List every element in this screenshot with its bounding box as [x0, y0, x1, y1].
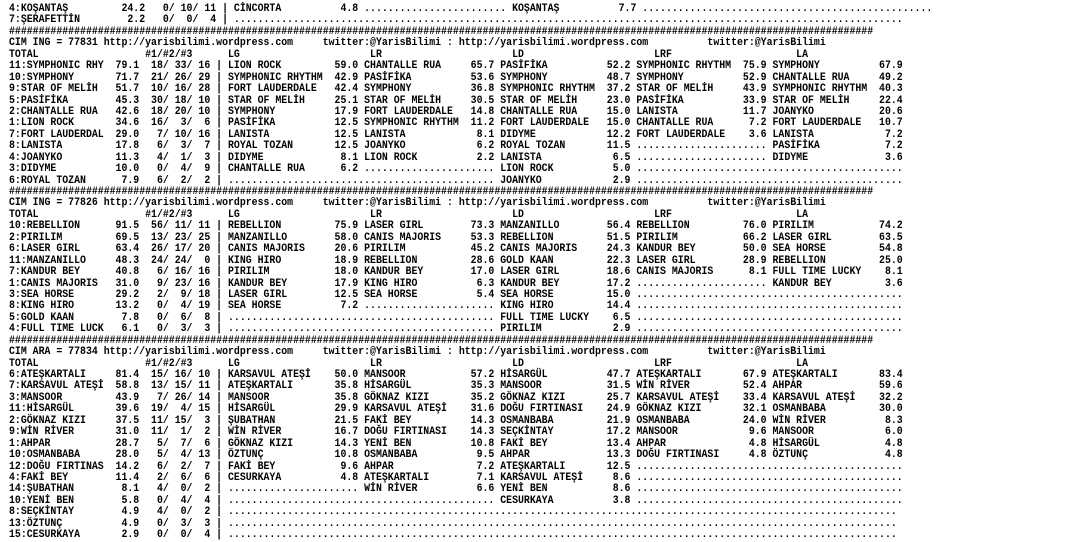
text-line: 3:SEA HORSE 29.2 2/ 9/ 18 | LASER GIRL 12.5 SEA HORSE 5.4 SEA HORSE 15.0 .............................................	[9, 288, 903, 301]
text-line: ##################################################################################################################################################	[9, 334, 874, 347]
text-line: CIM ING = 77826 http://yarisbilimi.wordpress.com twitter:@YarisBilimi : http://yarisbilimi.wordpress.com twitter:@YarisBilimi	[9, 197, 826, 210]
text-line: 5:PASİFİKA 45.3 30/ 18/ 10 | STAR OF MELİH 25.1 STAR OF MELİH 30.5 STAR OF MELİH 23.0 PASİFİKA 33.9 STAR OF MELİH 22.4	[9, 94, 903, 107]
text-line: TOTAL #1/#2/#3 LG LR LD LRF LA	[9, 208, 809, 221]
text-line: TOTAL #1/#2/#3 LG LR LD LRF LA	[9, 357, 809, 370]
text-line: 10:YENİ BEN 5.8 0/ 4/ 4 | ............................................. CESURKAYA 3.8 .............................................	[9, 494, 903, 507]
text-line: 4:FAKİ BEY 11.4 2/ 6/ 6 | CESURKAYA 4.8 ATEŞKARTALI 7.1 KARSAVUL ATEŞİ 8.6 .............................................	[9, 471, 903, 484]
text-line: 15:CESURKAYA 2.9 0/ 0/ 4 | .................................................................................................................	[9, 529, 897, 542]
race-prediction-text	[9, 4, 932, 542]
text-line: 3:MANSOOR 43.9 7/ 26/ 14 | MANSOOR 35.8 GÖKNAZ KIZI 35.2 GÖKNAZ KIZI 25.7 KARSAVUL ATEŞİ 33.4 KARSAVUL ATEŞİ 32.2	[9, 391, 903, 404]
text-line: CIM ARA = 77834 http://yarisbilimi.wordpress.com twitter:@YarisBilimi : http://yarisbilimi.wordpress.com twitter:@YarisBilimi	[9, 346, 826, 359]
text-line: 8:KING HIRO 13.2 0/ 4/ 19 | SEA HORSE 7.2 ...................... KING HIRO 14.4 .............................................	[9, 300, 903, 313]
text-line: 3:DIDYME 10.0 0/ 4/ 9 | CHANTALLE RUA 6.2 ...................... LION ROCK 5.0 .............................................	[9, 163, 903, 176]
text-line: 7:ŞERAFETTİN 2.2 0/ 0/ 4 | .................................................................................................................	[9, 14, 903, 27]
text-line: 8:LANISTA 17.8 6/ 3/ 7 | ROYAL TOZAN 12.5 JOANYKO 6.2 ROYAL TOZAN 11.5 ...................... PASİFİKA 7.2	[9, 140, 903, 153]
text-line: 8:SEÇKİNTAY 4.9 4/ 0/ 2 | .................................................................................................................	[9, 506, 897, 519]
text-line: 11:SYMPHONIC RHY 79.1 18/ 33/ 16 | LION ROCK 59.0 CHANTALLE RUA 65.7 PASİFİKA 52.2 SYMPHONIC RHYTHM 75.9 SYMPHONY 67.9	[9, 60, 903, 73]
text-line: 4:JOANYKO 11.3 4/ 1/ 3 | DIDYME 8.1 LION ROCK 2.2 LANISTA 6.5 ...................... DIDYME 3.6	[9, 151, 903, 164]
text-line: 11:MANZANILLO 48.3 24/ 24/ 0 | KING HIRO 18.9 REBELLION 28.6 GOLD KAAN 22.3 LASER GIRL 28.9 REBELLION 25.0	[9, 254, 903, 267]
text-line: 6:ROYAL TOZAN 7.9 6/ 2/ 2 | ............................................. JOANYKO 2.9 .............................................	[9, 174, 903, 187]
text-line: 7:FORT LAUDERDAL 29.0 7/ 10/ 16 | LANISTA 12.5 LANISTA 8.1 DIDYME 12.2 FORT LAUDERDALE 3.6 LANISTA 7.2	[9, 128, 903, 141]
text-line: 4:KOŞANTAŞ 24.2 0/ 10/ 11 | CİNCORTA 4.8 ........................ KOŞANTAŞ 7.7 .................................................	[9, 3, 933, 15]
text-line: 14:ŞUBATHAN 8.1 4/ 0/ 2 | ...................... WİN RİVER 6.6 YENİ BEN 8.6 .............................................	[9, 483, 903, 496]
text-line: 1:CANIS MAJORIS 31.0 9/ 23/ 16 | KANDUR BEY 17.9 KING HIRO 6.3 KANDUR BEY 17.2 ...................... KANDUR BEY 3.6	[9, 277, 903, 290]
text-line: ##################################################################################################################################################	[9, 25, 874, 38]
text-line: 6:LASER GIRL 63.4 26/ 17/ 20 | CANIS MAJORIS 20.6 PIRILIM 45.2 CANIS MAJORIS 24.3 KANDUR BEY 50.0 SEA HORSE 54.8	[9, 243, 903, 256]
text-line: 2:CHANTALLE RUA 42.6 18/ 20/ 10 | SYMPHONY 17.9 FORT LAUDERDALE 14.8 CHANTALLE RUA 15.0 LANISTA 11.7 JOANYKO 20.6	[9, 105, 903, 118]
text-line: 9:STAR OF MELİH 51.7 10/ 16/ 28 | FORT LAUDERDALE 42.4 SYMPHONY 36.8 SYMPHONIC RHYTHM 37.2 STAR OF MELİH 43.9 SYMPHONIC RHYTHM 40.3	[9, 83, 903, 96]
text-line: 5:GOLD KAAN 7.8 0/ 6/ 8 | ............................................. FULL TIME LUCKY 6.5 .............................................	[9, 311, 903, 324]
text-line: TOTAL #1/#2/#3 LG LR LD LRF LA	[9, 48, 809, 61]
text-line: 2:GÖKNAZ KIZI 37.5 11/ 15/ 3 | ŞUBATHAN 21.5 FAKİ BEY 14.3 OSMANBABA 21.9 OSMANBABA 24.0 WİN RİVER 8.3	[9, 414, 903, 427]
text-line: 12:DOĞU FIRTINAS 14.2 6/ 2/ 7 | FAKİ BEY 9.6 AHPAR 7.2 ATEŞKARTALI 12.5 .............................................	[9, 460, 903, 473]
text-line: 7:KANDUR BEY 40.8 6/ 16/ 16 | PIRILIM 18.0 KANDUR BEY 17.0 LASER GIRL 18.6 CANIS MAJORIS 8.1 FULL TIME LUCKY 8.1	[9, 266, 903, 279]
text-line: CIM ING = 77831 http://yarisbilimi.wordpress.com twitter:@YarisBilimi : http://yarisbilimi.wordpress.com twitter:@YarisBilimi	[9, 37, 826, 50]
text-line: 4:FULL TIME LUCK 6.1 0/ 3/ 3 | ............................................. PIRILIM 2.9 .............................................	[9, 323, 903, 336]
text-line: 10:OSMANBABA 28.0 5/ 4/ 13 | ÖZTUNÇ 10.8 OSMANBABA 9.5 AHPAR 13.3 DOĞU FIRTINASI 4.8 ÖZTUNÇ 4.8	[9, 449, 903, 462]
text-line: 10:SYMPHONY 71.7 21/ 26/ 29 | SYMPHONIC RHYTHM 42.9 PASİFİKA 53.6 SYMPHONY 48.7 SYMPHONY 52.9 CHANTALLE RUA 49.2	[9, 71, 903, 84]
text-line: 11:HİSARGÜL 39.6 19/ 4/ 15 | HİSARGÜL 29.9 KARSAVUL ATEŞİ 31.6 DOĞU FIRTINASI 24.9 GÖKNAZ KIZI 32.1 OSMANBABA 30.0	[9, 403, 903, 416]
text-line: 1:AHPAR 28.7 5/ 7/ 6 | GÖKNAZ KIZI 14.3 YENİ BEN 10.8 FAKİ BEY 13.4 AHPAR 4.8 HİSARGÜL 4.8	[9, 437, 903, 450]
text-line: 9:WİN RİVER 31.0 11/ 1/ 2 | WİN RİVER 16.7 DOĞU FIRTINASI 14.3 SEÇKİNTAY 17.2 MANSOOR 9.6 MANSOOR 6.0	[9, 426, 903, 439]
text-line: 7:KARSAVUL ATEŞİ 58.8 13/ 15/ 11 | ATEŞKARTALI 35.8 HİSARGÜL 35.3 MANSOOR 31.5 WİN RİVER 52.4 AHPAR 59.6	[9, 380, 903, 393]
text-line: 6:ATEŞKARTALI 81.4 15/ 16/ 10 | KARSAVUL ATEŞİ 50.0 MANSOOR 57.2 HİSARGÜL 47.7 ATEŞKARTALI 67.9 ATEŞKARTALI 83.4	[9, 369, 903, 381]
text-line: 1:LION ROCK 34.6 16/ 3/ 6 | PASİFİKA 12.5 SYMPHONIC RHYTHM 11.2 FORT LAUDERDALE 15.0 CHANTALLE RUA 7.2 FORT LAUDERDALE 10.7	[9, 117, 903, 130]
text-line: 13:ÖZTUNÇ 4.9 0/ 3/ 3 | .................................................................................................................	[9, 517, 897, 530]
text-line: ##################################################################################################################################################	[9, 186, 874, 198]
text-line: 2:PIRILIM 69.5 13/ 23/ 25 | MANZANILLO 58.0 CANIS MAJORIS 53.3 REBELLION 51.5 PIRILIM 66.2 LASER GIRL 63.5	[9, 231, 903, 244]
text-line: 10:REBELLION 91.5 56/ 11/ 11 | REBELLION 75.9 LASER GIRL 73.3 MANZANILLO 56.4 REBELLION 76.0 PIRILIM 74.2	[9, 220, 903, 233]
